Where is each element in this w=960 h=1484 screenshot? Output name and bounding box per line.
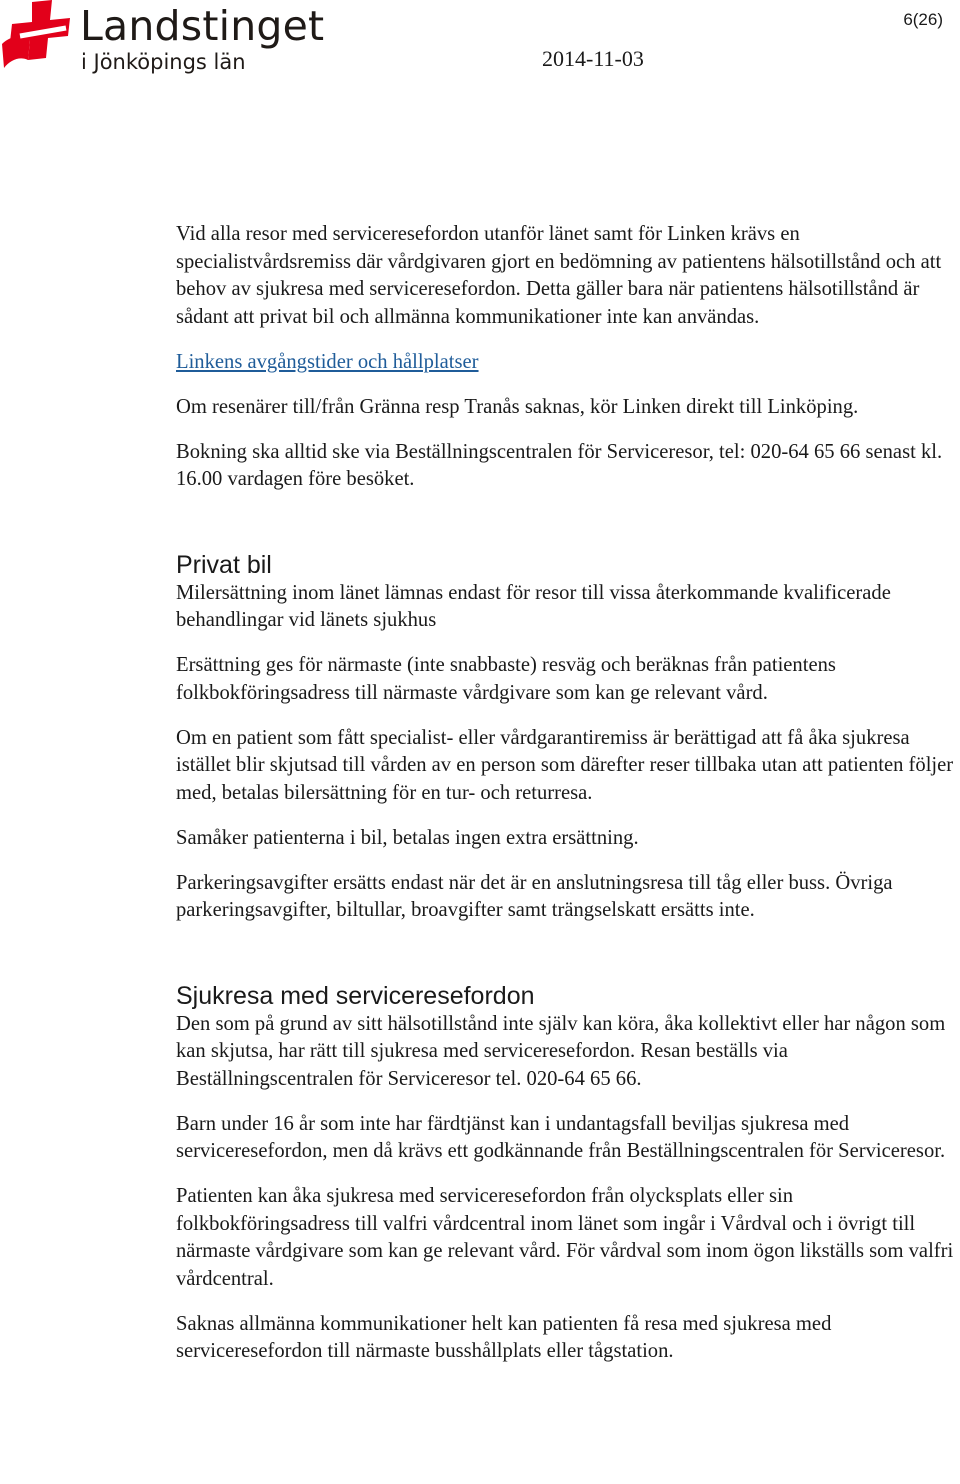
logo-subtitle: i Jönköpings län bbox=[81, 50, 246, 74]
private-car-paragraph: Ersättning ges för närmaste (inte snabbaste) resväg och beräknas från patientens folkbokföringsadress till närmaste vårdgivare som kan ge relevant vård. bbox=[176, 654, 836, 704]
private-car-paragraph: Om en patient som fått specialist- eller vårdgarantiremiss är berättigad att få åka sjukresa istället blir skjutsad till vården av en person som därefter reser tillbaka utan att patienten följer med, betalas bilersättning för en tur- och returresa. bbox=[176, 726, 954, 804]
intro-paragraph-3: Bokning ska alltid ske via Beställningscentralen för Serviceresor, tel: 020-64 65 66 senast kl. 16.00 vardagen före besöket. bbox=[176, 440, 943, 490]
document-body bbox=[176, 221, 960, 1366]
intro-paragraph-2: Om resenärer till/från Gränna resp Tranås saknas, kör Linken direkt till Linköping. bbox=[176, 395, 859, 418]
intro-paragraph: Vid alla resor med serviceresefordon utanför länet samt för Linken krävs en specialistvårdsremiss där vårdgivaren gjort en bedömning av patientens hälsotillstånd och att behov av sjukresa med serviceresefordon. Detta gäller bara när patientens hälsotillstånd är sådant att privat bil och allmänna kommunikationer inte kan användas. bbox=[176, 223, 942, 328]
linken-timetable-link[interactable]: Linkens avgångstider och hållplatser bbox=[176, 350, 479, 373]
page-number: 6(26) bbox=[903, 10, 943, 29]
service-vehicle-paragraph: Barn under 16 år som inte har färdtjänst kan i undantagsfall beviljas sjukresa med serviceresefordon, men då krävs ett godkännande från Beställningscentralen för Serviceresor. bbox=[176, 1112, 946, 1162]
private-car-paragraph: Milersättning inom länet lämnas endast för resor till vissa återkommande kvalificerade behandlingar vid länets sjukhus bbox=[176, 581, 891, 631]
private-car-paragraph: Parkeringsavgifter ersätts endast när det är en anslutningsresa till tåg eller buss. Övriga parkeringsavgifter, biltullar, broavgifter samt trängselskatt ersätts inte. bbox=[176, 871, 893, 921]
section-heading-service-vehicle: Sjukresa med serviceresefordon bbox=[176, 981, 535, 1010]
page-header bbox=[0, 0, 960, 90]
red-cross-logo-icon bbox=[0, 0, 76, 76]
service-vehicle-paragraph: Den som på grund av sitt hälsotillstånd inte själv kan köra, åka kollektivt eller har någon som kan skjutsa, har rätt till sjukresa med serviceresefordon. Resan beställs via Beställningscentralen för Serviceresor tel. 020-64 65 66. bbox=[176, 1012, 946, 1090]
landstinget-logo bbox=[0, 0, 325, 80]
document-date: 2014-11-03 bbox=[542, 46, 644, 71]
section-heading-private-car: Privat bil bbox=[176, 550, 272, 579]
logo-title: Landstinget bbox=[80, 2, 325, 50]
service-vehicle-paragraph: Saknas allmänna kommunikationer helt kan patienten få resa med sjukresa med serviceresefordon till närmaste busshållplats eller tågstation. bbox=[176, 1312, 832, 1362]
service-vehicle-paragraph: Patienten kan åka sjukresa med serviceresefordon från olycksplats eller sin folkbokföringsadress till valfri vårdcentral inom länet som ingår i Vårdval och i övrigt till närmaste vårdgivare som kan ge relevant vård. För vårdval som inom ögon likställs som valfri vårdcentral. bbox=[176, 1185, 954, 1290]
private-car-paragraph: Samåker patienterna i bil, betalas ingen extra ersättning. bbox=[176, 826, 639, 849]
